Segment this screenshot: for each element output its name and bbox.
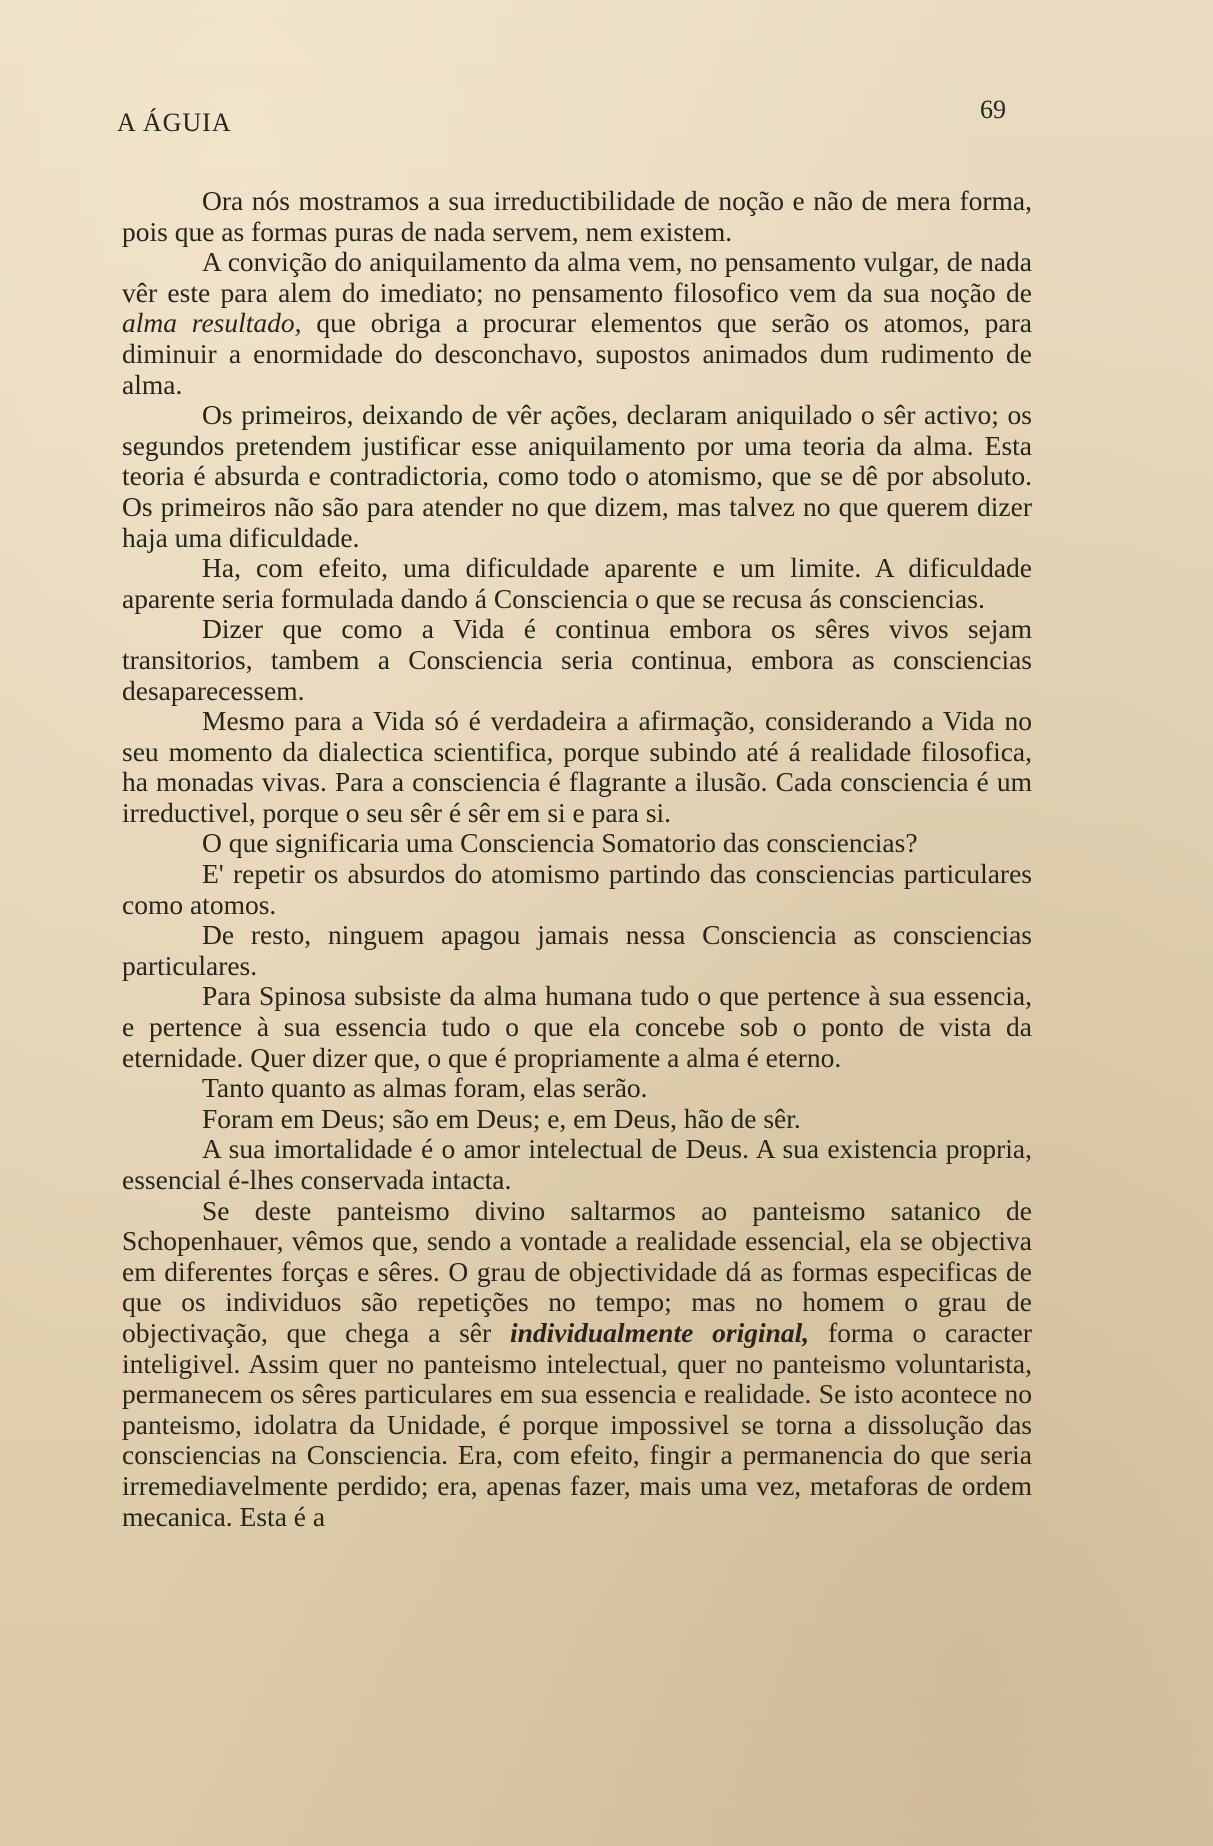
text-run: De resto, ninguem apagou jamais nessa Consciencia as consciencias particulares. (122, 919, 1032, 981)
paragraph (122, 981, 1032, 1073)
text-run: Ora nós mostramos a sua irreductibilidade de noção e não de mera forma, pois que as formas puras de nada servem, nem existem. (122, 185, 1032, 247)
paragraph (122, 1104, 1032, 1135)
text-run: Se deste panteismo divino saltarmos ao panteismo satanico de Schopenhauer, vêmos que, sendo a vontade a realidade essencial, ela se objectiva em diferentes forças e sêres. O grau de objectividade dá as formas especificas de que os individuos são repetições no tempo; mas no homem o grau de objectivação, que chega a sêr (122, 1194, 1032, 1348)
text-run: Ha, com efeito, uma dificuldade aparente e um limite. A dificuldade aparente seria formulada dando á Consciencia o que se recusa ás consciencias. (122, 552, 1032, 614)
paragraph (122, 186, 1032, 247)
text-run: que obriga a procurar elementos que serão os atomos, para diminuir a enormidade do desconchavo, supostos animados dum rudimento de alma. (122, 307, 1032, 400)
text-run: E' repetir os absurdos do atomismo partindo das consciencias particulares como atomos. (122, 858, 1032, 920)
paragraph (122, 400, 1032, 553)
text-run: Mesmo para a Vida só é verdadeira a afirmação, considerando a Vida no seu momento da dialectica scientifica, porque subindo até á realidade filosofica, ha monadas vivas. Para a consciencia é flagrante a ilusão. Cada consciencia é um irreductivel, porque o seu sêr é sêr em si e para si. (122, 705, 1032, 828)
paragraph (122, 247, 1032, 400)
text-run: Dizer que como a Vida é continua embora os sêres vivos sejam transitorios, tambem a Consciencia seria continua, embora as consciencias desaparecessem. (122, 613, 1032, 706)
paragraph (122, 614, 1032, 706)
text-run: A convição do aniquilamento da alma vem, no pensamento vulgar, de nada vêr este para alem do imediato; no pensamento filosofico vem da sua noção de (122, 246, 1032, 308)
paragraph (122, 706, 1032, 828)
text-run: O que significaria uma Consciencia Somatorio das consciencias? (202, 827, 918, 859)
text-run: Tanto quanto as almas foram, elas serão. (202, 1072, 648, 1104)
italic-phrase: alma resultado, (122, 307, 302, 339)
paragraph (122, 1196, 1032, 1533)
text-run: forma o caracter inteligivel. Assim quer no panteismo intelectual, quer no panteismo voluntarista, permanecem os sêres particulares em sua essencia e realidade. Se isto acontece no panteismo, idolatra da Unidade, é porque impossivel se torna a dissolução das consciencias na Consciencia. Era, com efeito, fingir a permanencia do que seria irremediavelmente perdido; era, apenas fazer, mais uma vez, metaforas de ordem mecanica. Esta é a (122, 1316, 1032, 1532)
paragraph (122, 1134, 1032, 1195)
page-number: 69 (980, 95, 1006, 124)
paragraph (122, 1073, 1032, 1104)
paragraph (122, 859, 1032, 920)
text-run: Os primeiros, deixando de vêr ações, declaram aniquilado o sêr activo; os segundos pretendem justificar esse aniquilamento por uma teoria da alma. Esta teoria é absurda e contradictoria, como todo o atomismo, que se dê por absoluto. Os primeiros não são para atender no que dizem, mas talvez no que querem dizer haja uma dificuldade. (122, 399, 1032, 553)
paragraph (122, 920, 1032, 981)
paragraph (122, 553, 1032, 614)
body-text (122, 186, 1032, 1532)
text-run: A sua imortalidade é o amor intelectual de Deus. A sua existencia propria, essencial é-lhes conservada intacta. (122, 1133, 1032, 1195)
bold-italic-phrase: individualmente original, (509, 1316, 810, 1348)
text-run: Para Spinosa subsiste da alma humana tudo o que pertence à sua essencia, e pertence à sua essencia tudo o que ela concebe sob o ponto de vista da eternidade. Quer dizer que, o que é propriamente a alma é eterno. (122, 980, 1032, 1073)
running-title: A ÁGUIA (117, 108, 232, 137)
paragraph (122, 828, 1032, 859)
text-run: Foram em Deus; são em Deus; e, em Deus, hão de sêr. (202, 1102, 801, 1134)
